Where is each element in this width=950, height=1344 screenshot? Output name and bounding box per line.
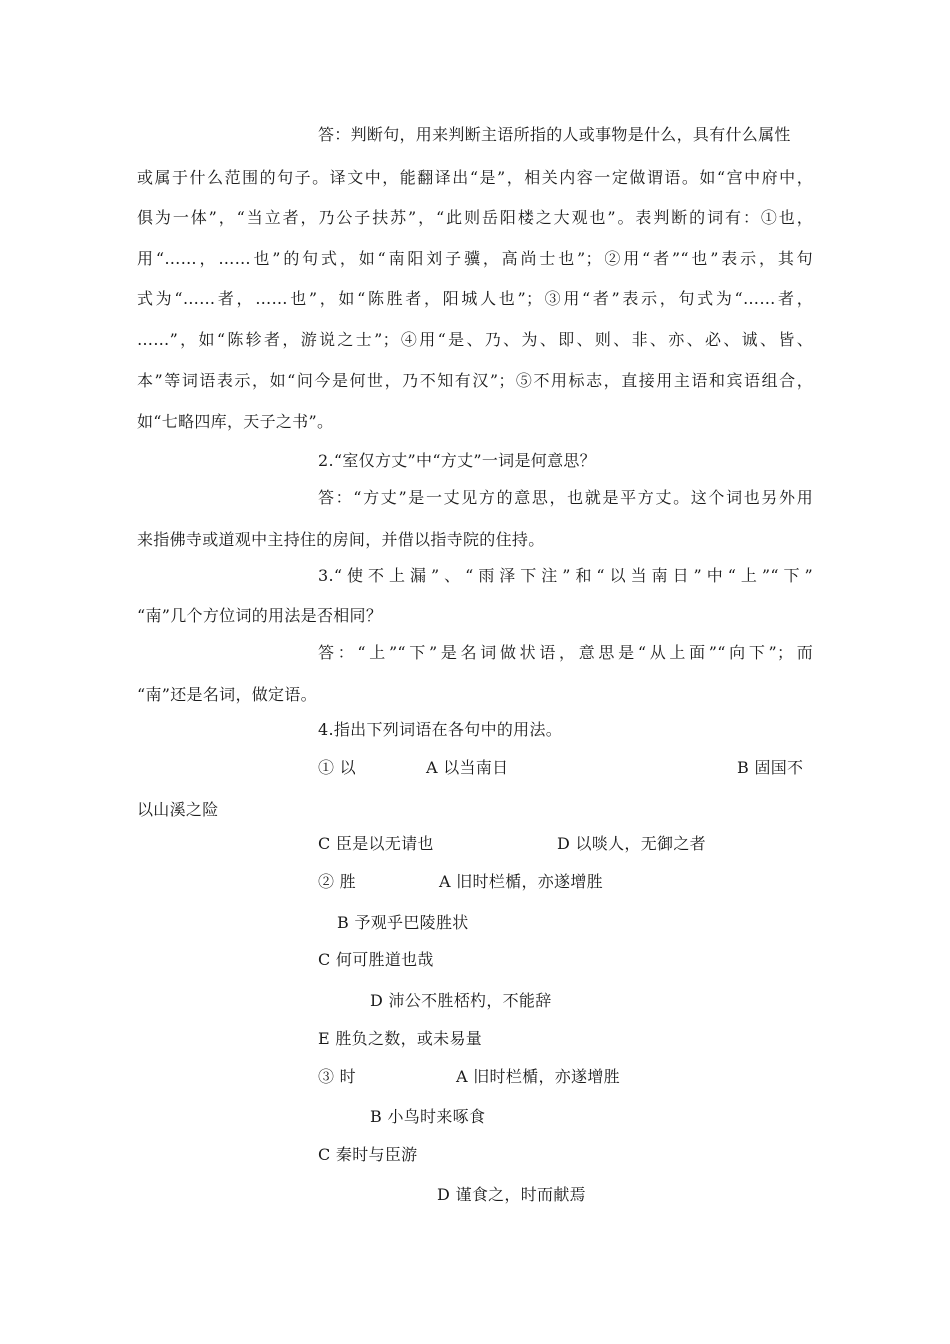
item2-marker: ② 胜 — [318, 872, 356, 891]
question-3-line-1: 3.“使不上漏”、“雨泽下注”和“以当南日”中“上”“下” — [318, 566, 813, 585]
item2-option-e: E 胜负之数，或未易量 — [318, 1029, 483, 1048]
answer1-line-8: 如“七略四库，天子之书”。 — [137, 412, 334, 431]
answer2-line-2: 来指佛寺或道观中主持住的房间，并借以指寺院的住持。 — [137, 530, 545, 549]
answer2-line-1: 答：“方丈”是一丈见方的意思，也就是平方丈。这个词也另外用 — [318, 488, 813, 507]
answer1-line-7: 本”等词语表示，如“问今是何世，乃不知有汉”；⑤不用标志，直接用主语和宾语组合， — [137, 371, 813, 390]
answer1-line-2: 或属于什么范围的句子。译文中，能翻译出“是”，相关内容一定做谓语。如“宫中府中， — [137, 168, 813, 187]
item3-option-c: C 秦时与臣游 — [318, 1145, 418, 1164]
item3-option-b: B 小鸟时来啄食 — [370, 1107, 486, 1126]
answer1-line-4: 用“……，……也”的句式，如“南阳刘子骥，高尚士也”；②用“者”“也”表示，其句 — [137, 249, 813, 268]
answer1-line-6: ……”，如“陈轸者，游说之士”；④用“是、乃、为、即、则、非、亦、必、诚、皆、 — [137, 330, 813, 349]
item1-option-b-continued: 以山溪之险 — [137, 800, 219, 819]
question-3-line-2: “南”几个方位词的用法是否相同？ — [137, 606, 383, 625]
item1-marker: ① 以 — [318, 758, 356, 777]
answer3-line-1: 答：“上”“下”是名词做状语，意思是“从上面”“向下”；而 — [318, 643, 813, 662]
answer1-line-5: 式为“……者，……也”，如“陈胜者，阳城人也”；③用“者”表示，句式为“……者， — [137, 289, 813, 308]
answer1-line-1: 答：判断句，用来判断主语所指的人或事物是什么，具有什么属性 — [318, 125, 791, 144]
item3-option-d: D 谨食之，时而献焉 — [437, 1185, 586, 1204]
item1-option-d: D 以啖人，无御之者 — [557, 834, 706, 853]
item1-option-a: A 以当南日 — [426, 758, 509, 777]
item3-marker: ③ 时 — [318, 1067, 356, 1086]
answer1-line-3: 俱为一体”，“当立者，乃公子扶苏”，“此则岳阳楼之大观也”。表判断的词有：①也， — [137, 208, 813, 227]
item2-option-b: B 予观乎巴陵胜状 — [337, 913, 469, 932]
item1-option-c: C 臣是以无请也 — [318, 834, 434, 853]
answer3-line-2: “南”还是名词，做定语。 — [137, 685, 317, 704]
item2-option-c: C 何可胜道也哉 — [318, 950, 434, 969]
item3-option-a: A 旧时栏楯，亦遂增胜 — [456, 1067, 620, 1086]
question-2: 2.“室仅方丈”中“方丈”一词是何意思？ — [318, 451, 596, 470]
question-4: 4.指出下列词语在各句中的用法。 — [318, 720, 563, 739]
item2-option-a: A 旧时栏楯，亦遂增胜 — [439, 872, 603, 891]
item1-option-b: B 固国不 — [737, 758, 804, 777]
item2-option-d: D 沛公不胜桮杓，不能辞 — [370, 991, 552, 1010]
